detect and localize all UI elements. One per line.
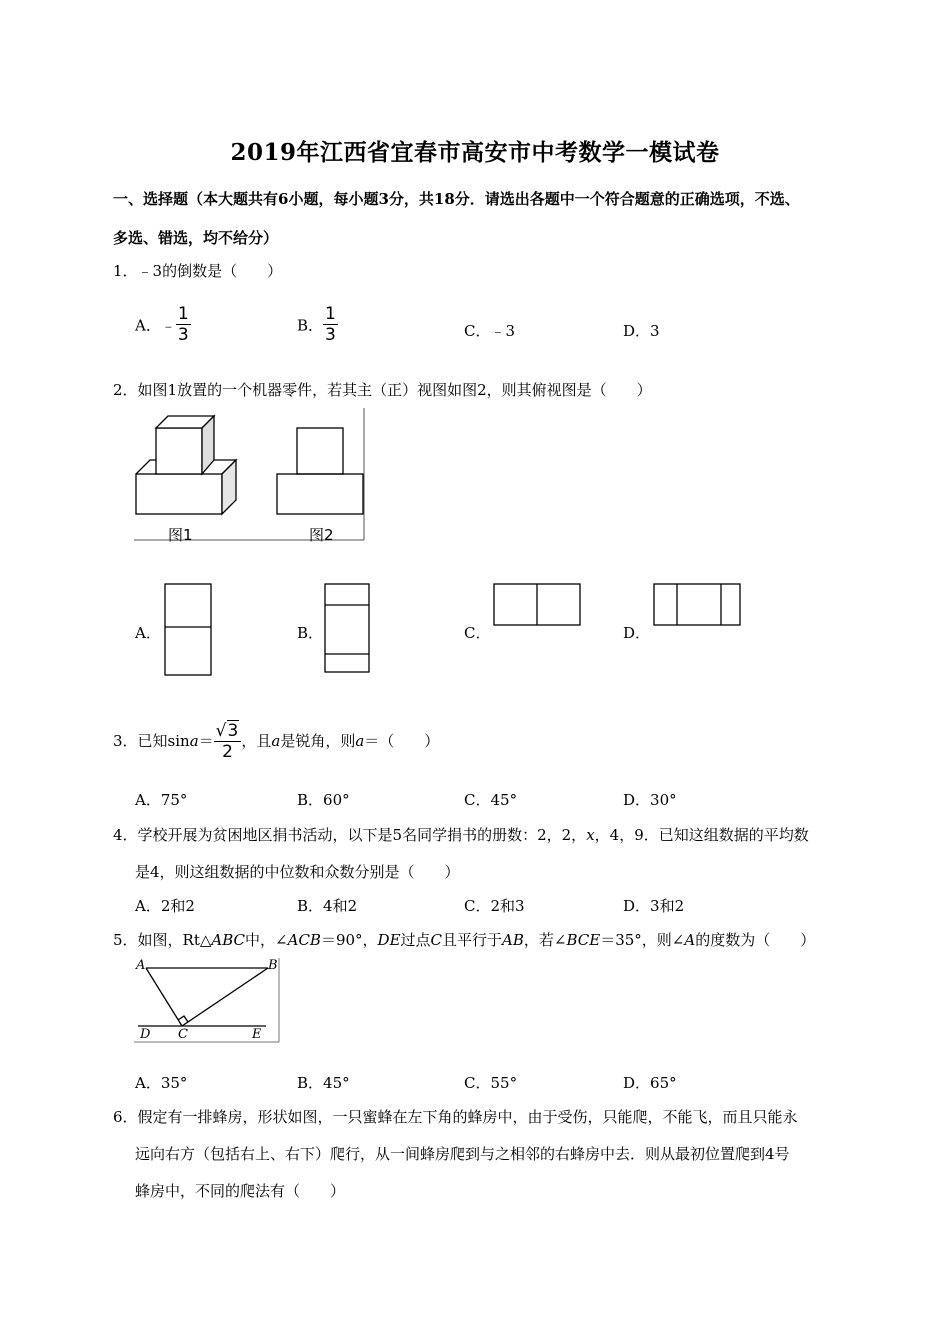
q3-var: a xyxy=(189,732,199,750)
q5-option-a: A．35° xyxy=(135,1074,188,1092)
point-label-c: C xyxy=(178,1027,188,1042)
q1-option-a xyxy=(135,306,191,344)
q5-s1: 5．如图，Rt△ xyxy=(113,931,212,949)
q5-s12: BCE xyxy=(566,931,601,949)
fig1-base-front xyxy=(136,474,222,514)
q1-a-denominator: 3 xyxy=(177,325,189,345)
q4-line1-var: x xyxy=(586,826,595,844)
page-title: 2019年江西省宜春市高安市中考数学一模试卷 xyxy=(230,139,720,166)
q5-option-d: D．65° xyxy=(623,1074,677,1092)
q3-option-a: A．75° xyxy=(135,791,188,809)
q5-s7: 过点 xyxy=(400,931,431,949)
fig1-base-side xyxy=(222,460,236,514)
q5-stem xyxy=(113,929,815,950)
fig1-caption: 图1 xyxy=(168,526,193,544)
q3-stem xyxy=(113,718,439,764)
q3-option-d: D．30° xyxy=(623,791,677,809)
q4-line1-post: ，4，9．已知这组数据的平均数 xyxy=(594,826,809,844)
q1-a-numerator: 1 xyxy=(177,304,189,324)
point-label-a: A xyxy=(136,958,146,973)
q5-s15: 的度数为（ ） xyxy=(695,931,816,949)
q3-var2: a xyxy=(271,732,281,750)
q6-line1: 6．假定有一排蜂房，形状如图，一只蜜蜂在左下角的蜂房中，由于受伤，只能爬，不能飞，而且只能永 xyxy=(113,1108,798,1126)
q1-b-numerator: 1 xyxy=(325,304,336,324)
fig2-top xyxy=(297,428,343,474)
q5-s8: C xyxy=(430,931,443,949)
q2-option-a: A． xyxy=(135,624,161,642)
q3-radicand: 3 xyxy=(227,721,239,741)
figure2-front-view xyxy=(277,428,363,514)
q6-line3: 蜂房中，不同的爬法有（ ） xyxy=(135,1182,346,1200)
q1-b-denominator: 3 xyxy=(325,325,336,345)
q3-eq: ＝ xyxy=(198,732,214,750)
segment-bc xyxy=(182,968,268,1026)
q4-option-c: C．2和3 xyxy=(464,897,525,915)
q1-stem: 1．﹣3的倒数是（ ） xyxy=(113,262,283,280)
q2-stem: 2．如图1放置的一个机器零件，若其主（正）视图如图2，则其俯视图是（ ） xyxy=(113,381,652,399)
q5-s5: ＝90°， xyxy=(320,931,378,949)
q4-option-d: D．3和2 xyxy=(623,897,685,915)
q1-option-a-fraction xyxy=(176,306,191,344)
q4-option-b: B．4和2 xyxy=(297,897,358,915)
q6-line2: 远向右方（包括右上、右下）爬行，从一间蜂房爬到与之相邻的右蜂房中去．则从最初位置爬到4号 xyxy=(135,1145,790,1163)
q3-var3: a xyxy=(355,732,365,750)
fig1-cube-front xyxy=(156,428,202,474)
q5-s3: 中，∠ xyxy=(245,931,288,949)
q5-s13: ＝35°，则∠ xyxy=(600,931,685,949)
q5-option-b: B．45° xyxy=(297,1074,350,1092)
q1-option-a-label: A． xyxy=(135,316,161,335)
fig2-caption: 图2 xyxy=(309,526,334,544)
q5-s10: AB xyxy=(502,931,524,949)
q2-option-d: D． xyxy=(623,624,651,642)
segment-ac xyxy=(146,968,182,1026)
q3-suffix: ＝（ ） xyxy=(364,732,440,750)
point-label-d: D xyxy=(140,1027,151,1042)
q2-option-b: B． xyxy=(297,624,324,642)
q3-option-c: C．45° xyxy=(464,791,518,809)
q2-figures xyxy=(134,408,366,542)
q2-option-c-shape xyxy=(493,583,581,627)
q3-middle2: 是锐角，则 xyxy=(280,732,356,750)
q5-s9: 且平行于 xyxy=(442,931,503,949)
q3-prefix: 3．已知sin xyxy=(113,732,190,750)
q4-line1 xyxy=(113,824,809,845)
q4-line2: 是4，则这组数据的中位数和众数分别是（ ） xyxy=(135,863,460,881)
q4-line1-pre: 4．学校开展为贫困地区捐书活动，以下是5名同学捐书的册数：2，2， xyxy=(113,826,587,844)
q5-s4: ACB xyxy=(287,931,321,949)
q1-option-b-label: B． xyxy=(297,316,324,335)
q5-s14: A xyxy=(684,931,696,949)
q5-s11: ，若∠ xyxy=(523,931,567,949)
q5-option-c: C．55° xyxy=(464,1074,518,1092)
point-label-b: B xyxy=(268,958,278,973)
q1-option-b xyxy=(297,306,338,344)
q1-option-d: D．3 xyxy=(623,322,660,340)
q3-middle: ，且 xyxy=(241,732,272,750)
q2-option-c: C． xyxy=(464,624,491,642)
q2-option-b-shape xyxy=(324,583,370,673)
q1-option-c: C．﹣3 xyxy=(464,322,516,340)
q1-option-b-fraction xyxy=(323,306,338,344)
q2-option-a-shape xyxy=(164,583,212,676)
q5-s6: DE xyxy=(377,931,401,949)
q3-fraction xyxy=(214,723,242,761)
figure1-3d-part xyxy=(136,416,236,514)
section-header-line1: 一、选择题（本大题共有6小题，每小题3分，共18分．请选出各题中一个符合题意的正确选项，不选、 xyxy=(113,190,800,208)
q3-denominator: 2 xyxy=(222,742,233,762)
q3-option-b: B．60° xyxy=(297,791,350,809)
section-header-line2: 多选、错选，均不给分） xyxy=(113,229,279,247)
q2-option-d-shape xyxy=(653,583,741,627)
point-label-e: E xyxy=(252,1027,262,1042)
q1-option-a-sign: ﹣ xyxy=(160,316,176,335)
fig2-base xyxy=(277,474,363,514)
q5-s2: ABC xyxy=(211,931,246,949)
q4-option-a: A．2和2 xyxy=(135,897,195,915)
q3-numerator: √3 xyxy=(214,723,242,742)
